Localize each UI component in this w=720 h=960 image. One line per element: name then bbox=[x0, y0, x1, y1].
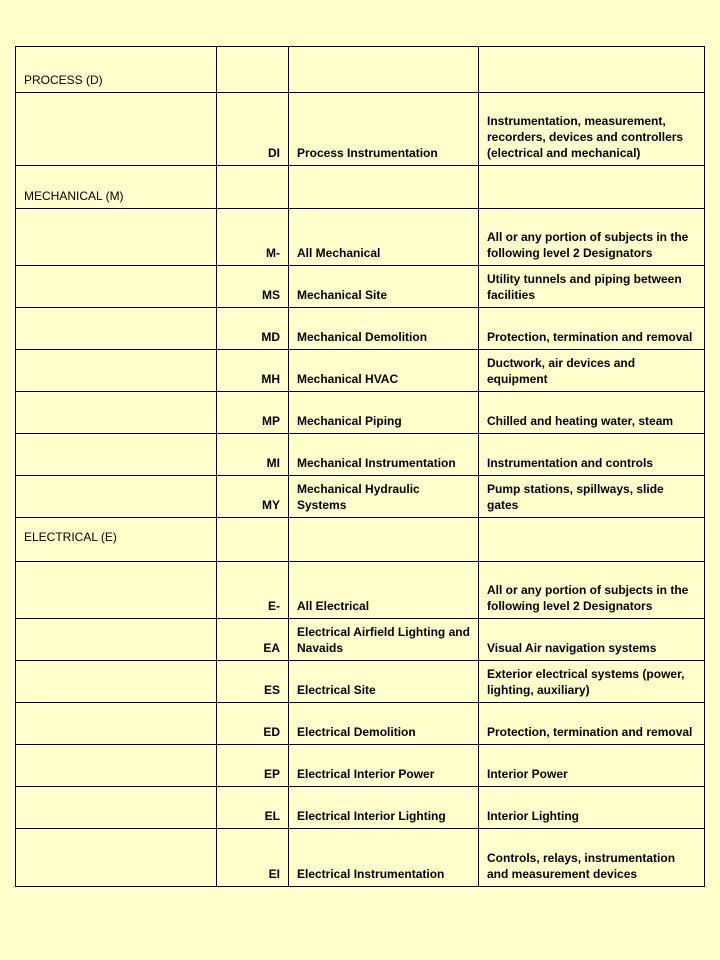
designator-description: Instrumentation, measurement, recorders, devices and controllers (electrical and mechanical) bbox=[479, 93, 705, 166]
empty-cell bbox=[16, 661, 217, 703]
empty-cell bbox=[16, 619, 217, 661]
designator-name: Electrical Instrumentation bbox=[289, 829, 479, 887]
designator-description: Interior Lighting bbox=[479, 787, 705, 829]
empty-cell bbox=[479, 518, 705, 562]
designator-description: All or any portion of subjects in the following level 2 Designators bbox=[479, 562, 705, 619]
section-header-row bbox=[16, 518, 705, 562]
designator-code: EP bbox=[217, 745, 289, 787]
table-row bbox=[16, 703, 705, 745]
designator-name: Electrical Demolition bbox=[289, 703, 479, 745]
table-row bbox=[16, 745, 705, 787]
designator-description: Ductwork, air devices and equipment bbox=[479, 350, 705, 392]
empty-cell bbox=[16, 787, 217, 829]
designator-description: Protection, termination and removal bbox=[479, 703, 705, 745]
designator-code: MD bbox=[217, 308, 289, 350]
designator-code: MY bbox=[217, 476, 289, 518]
empty-cell bbox=[217, 47, 289, 93]
empty-cell bbox=[217, 518, 289, 562]
designator-code: ES bbox=[217, 661, 289, 703]
designator-name: Mechanical Instrumentation bbox=[289, 434, 479, 476]
empty-cell bbox=[16, 209, 217, 266]
empty-cell bbox=[16, 703, 217, 745]
empty-cell bbox=[16, 350, 217, 392]
table-row bbox=[16, 209, 705, 266]
table-row bbox=[16, 619, 705, 661]
table-row bbox=[16, 308, 705, 350]
designator-code: EA bbox=[217, 619, 289, 661]
empty-cell bbox=[289, 166, 479, 209]
designator-name: Electrical Interior Power bbox=[289, 745, 479, 787]
designator-name: Mechanical Piping bbox=[289, 392, 479, 434]
section-label-mechanical: MECHANICAL (M) bbox=[16, 166, 217, 209]
section-header-row bbox=[16, 47, 705, 93]
table-row bbox=[16, 434, 705, 476]
empty-cell bbox=[16, 562, 217, 619]
empty-cell bbox=[217, 166, 289, 209]
designator-description: Interior Power bbox=[479, 745, 705, 787]
table-row bbox=[16, 787, 705, 829]
empty-cell bbox=[479, 166, 705, 209]
designator-description: Utility tunnels and piping between facilities bbox=[479, 266, 705, 308]
empty-cell bbox=[16, 93, 217, 166]
empty-cell bbox=[16, 308, 217, 350]
designator-description: Exterior electrical systems (power, lighting, auxiliary) bbox=[479, 661, 705, 703]
empty-cell bbox=[289, 518, 479, 562]
designator-description: All or any portion of subjects in the following level 2 Designators bbox=[479, 209, 705, 266]
designator-code: MI bbox=[217, 434, 289, 476]
designator-name: Mechanical Site bbox=[289, 266, 479, 308]
designator-code: MP bbox=[217, 392, 289, 434]
designator-code: E- bbox=[217, 562, 289, 619]
table-row bbox=[16, 93, 705, 166]
designator-description: Visual Air navigation systems bbox=[479, 619, 705, 661]
empty-cell bbox=[16, 476, 217, 518]
designator-name: All Mechanical bbox=[289, 209, 479, 266]
designator-code: MH bbox=[217, 350, 289, 392]
designator-description: Pump stations, spillways, slide gates bbox=[479, 476, 705, 518]
designator-description: Controls, relays, instrumentation and measurement devices bbox=[479, 829, 705, 887]
designator-description: Protection, termination and removal bbox=[479, 308, 705, 350]
designator-name: Mechanical Demolition bbox=[289, 308, 479, 350]
designator-code: ED bbox=[217, 703, 289, 745]
table-row bbox=[16, 562, 705, 619]
designator-code: EL bbox=[217, 787, 289, 829]
empty-cell bbox=[16, 266, 217, 308]
table-row bbox=[16, 661, 705, 703]
section-label-electrical: ELECTRICAL (E) bbox=[16, 518, 217, 562]
empty-cell bbox=[289, 47, 479, 93]
designator-code: M- bbox=[217, 209, 289, 266]
empty-cell bbox=[16, 434, 217, 476]
designator-name: Electrical Site bbox=[289, 661, 479, 703]
designator-description: Chilled and heating water, steam bbox=[479, 392, 705, 434]
empty-cell bbox=[16, 392, 217, 434]
table-row bbox=[16, 829, 705, 887]
designator-description: Instrumentation and controls bbox=[479, 434, 705, 476]
table-row bbox=[16, 350, 705, 392]
designator-name: Electrical Interior Lighting bbox=[289, 787, 479, 829]
designator-code: MS bbox=[217, 266, 289, 308]
table-row bbox=[16, 476, 705, 518]
designator-name: All Electrical bbox=[289, 562, 479, 619]
table-row bbox=[16, 266, 705, 308]
table-row bbox=[16, 392, 705, 434]
designator-code: EI bbox=[217, 829, 289, 887]
section-header-row bbox=[16, 166, 705, 209]
designator-table bbox=[15, 46, 705, 887]
empty-cell bbox=[16, 829, 217, 887]
designator-name: Mechanical Hydraulic Systems bbox=[289, 476, 479, 518]
designator-name: Electrical Airfield Lighting and Navaids bbox=[289, 619, 479, 661]
designator-name: Process Instrumentation bbox=[289, 93, 479, 166]
designator-name: Mechanical HVAC bbox=[289, 350, 479, 392]
designator-code: DI bbox=[217, 93, 289, 166]
section-label-process: PROCESS (D) bbox=[16, 47, 217, 93]
empty-cell bbox=[16, 745, 217, 787]
empty-cell bbox=[479, 47, 705, 93]
